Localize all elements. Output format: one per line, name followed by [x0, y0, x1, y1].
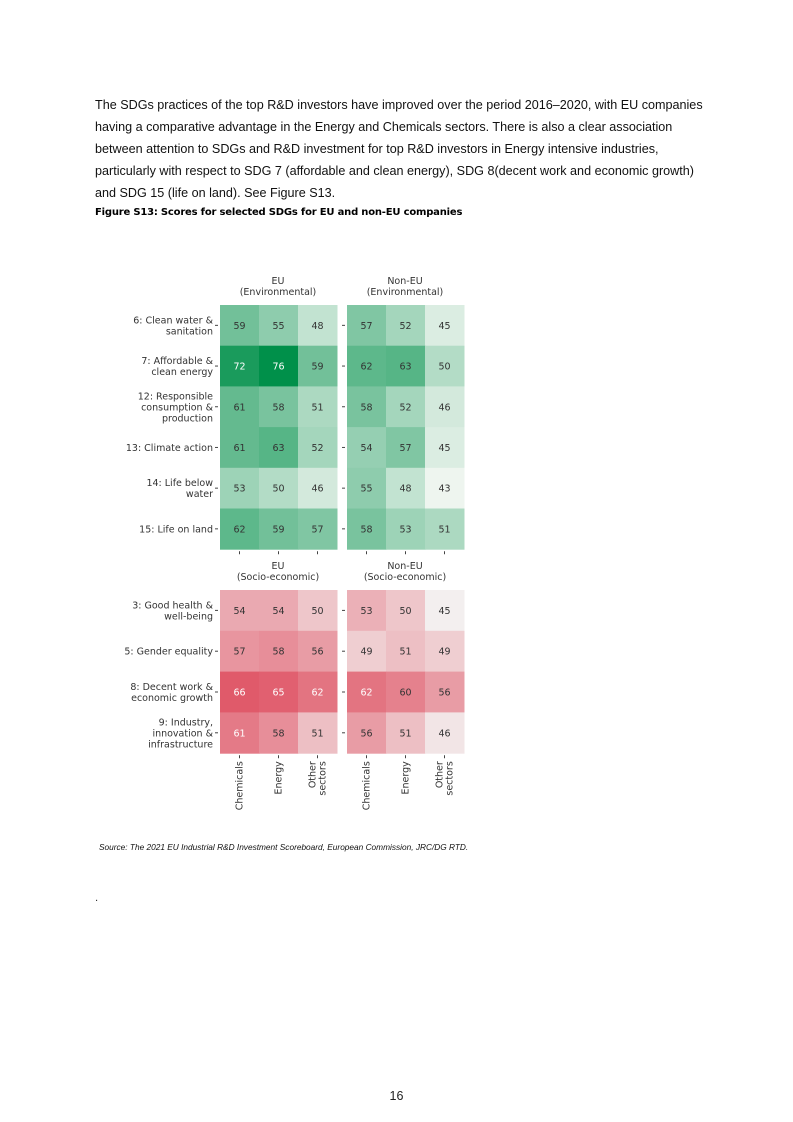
cell-value: 54	[272, 605, 285, 617]
cell-value: 76	[272, 361, 285, 373]
cell-value: 57	[311, 524, 324, 536]
x-tick-label: Chemicals	[234, 761, 246, 811]
cell-value: 51	[311, 402, 324, 414]
row-label: 9: Industry,	[158, 717, 213, 729]
cell-value: 52	[311, 442, 324, 454]
panel-title: EU	[271, 276, 285, 287]
cell-value: 58	[360, 402, 373, 414]
row-label: 15: Life on land	[139, 524, 213, 536]
x-tick-label: Other	[434, 761, 446, 789]
panel-title: (Socio-economic)	[236, 572, 320, 583]
cell-value: 54	[233, 605, 246, 617]
cell-value: 46	[311, 483, 324, 495]
cell-value: 63	[399, 361, 412, 373]
cell-value: 58	[360, 524, 373, 536]
row-label: infrastructure	[148, 739, 213, 751]
cell-value: 50	[272, 483, 285, 495]
x-tick-label: Chemicals	[361, 761, 373, 811]
cell-value: 72	[233, 361, 246, 373]
cell-value: 45	[438, 605, 451, 617]
row-label: 12: Responsible	[137, 391, 213, 403]
panel-title: Non-EU	[387, 561, 423, 572]
cell-value: 63	[272, 442, 285, 454]
cell-value: 48	[311, 320, 324, 332]
x-tick-label: sectors	[444, 761, 456, 796]
panel-title: (Environmental)	[239, 287, 317, 298]
cell-value: 51	[438, 524, 451, 536]
row-label: production	[161, 413, 213, 425]
cell-value: 49	[438, 646, 451, 658]
cell-value: 65	[272, 687, 285, 699]
cell-value: 57	[360, 320, 373, 332]
panel-title: (Environmental)	[366, 287, 444, 298]
cell-value: 53	[233, 483, 246, 495]
cell-value: 56	[360, 728, 373, 740]
cell-value: 46	[438, 728, 451, 740]
figure-source: Source: The 2021 EU Industrial R&D Investment Scoreboard, European Commission, JRC/DG RTD.	[99, 842, 469, 852]
cell-value: 61	[233, 442, 246, 454]
cell-value: 61	[233, 402, 246, 414]
row-label: water	[185, 489, 213, 501]
cell-value: 53	[399, 524, 412, 536]
cell-value: 59	[311, 361, 324, 373]
cell-value: 51	[311, 728, 324, 740]
x-tick-label: Other	[307, 761, 319, 789]
row-label: well-being	[164, 611, 213, 623]
cell-value: 54	[360, 442, 373, 454]
row-label: 14: Life below	[146, 478, 213, 490]
cell-value: 45	[438, 320, 451, 332]
cell-value: 62	[360, 361, 373, 373]
cell-value: 57	[399, 442, 412, 454]
cell-value: 46	[438, 402, 451, 414]
figure-caption: Figure S13: Scores for selected SDGs for EU and non-EU companies	[95, 207, 463, 218]
cell-value: 48	[399, 483, 412, 495]
cell-value: 58	[272, 646, 285, 658]
cell-value: 62	[360, 687, 373, 699]
cell-value: 61	[233, 728, 246, 740]
stray-dot: .	[95, 893, 99, 904]
cell-value: 52	[399, 320, 412, 332]
cell-value: 50	[311, 605, 324, 617]
cell-value: 55	[272, 320, 285, 332]
row-label: clean energy	[151, 367, 213, 379]
row-label: sanitation	[165, 326, 213, 338]
body-paragraph: The SDGs practices of the top R&D investors have improved over the period 2016–2020, with EU companies having a comparative advantage in the Energy and Chemicals sectors. There is also a clear association between attention to SDGs and R&D investment for top R&D investors in Energy intensive industries, particularly with respect to SDG 7 (affordable and clean energy), SDG 8(decent work and economic growth) and SDG 15 (life on land). See Figure S13.	[95, 98, 703, 200]
cell-value: 58	[272, 728, 285, 740]
row-label: consumption &	[141, 402, 213, 414]
cell-value: 53	[360, 605, 373, 617]
x-tick-label: Energy	[273, 761, 285, 795]
cell-value: 59	[272, 524, 285, 536]
cell-value: 59	[233, 320, 246, 332]
cell-value: 66	[233, 687, 246, 699]
panel-title: Non-EU	[387, 276, 423, 287]
cell-value: 49	[360, 646, 373, 658]
cell-value: 58	[272, 402, 285, 414]
cell-value: 55	[360, 483, 373, 495]
cell-value: 56	[438, 687, 451, 699]
row-label: 5: Gender equality	[124, 646, 213, 658]
cell-value: 62	[233, 524, 246, 536]
cell-value: 50	[438, 361, 451, 373]
cell-value: 62	[311, 687, 324, 699]
row-label: economic growth	[131, 693, 213, 704]
row-label: 6: Clean water &	[133, 315, 213, 327]
cell-value: 45	[438, 442, 451, 454]
row-label: innovation &	[152, 728, 213, 740]
cell-value: 57	[233, 646, 246, 658]
cell-value: 50	[399, 605, 412, 617]
panel-title: (Socio-economic)	[363, 572, 447, 583]
row-label: 3: Good health &	[132, 600, 213, 612]
cell-value: 51	[399, 646, 412, 658]
x-tick-label: Energy	[400, 761, 412, 795]
row-label: 13: Climate action	[125, 442, 213, 454]
cell-value: 56	[311, 646, 324, 658]
row-label: 7: Affordable &	[141, 356, 213, 368]
page-number: 16	[389, 1089, 404, 1103]
panel-title: EU	[271, 561, 285, 572]
cell-value: 52	[399, 402, 412, 414]
x-tick-label: sectors	[317, 761, 329, 796]
cell-value: 60	[399, 687, 412, 699]
cell-value: 51	[399, 728, 412, 740]
row-label: 8: Decent work &	[130, 682, 213, 693]
cell-value: 43	[438, 483, 451, 495]
